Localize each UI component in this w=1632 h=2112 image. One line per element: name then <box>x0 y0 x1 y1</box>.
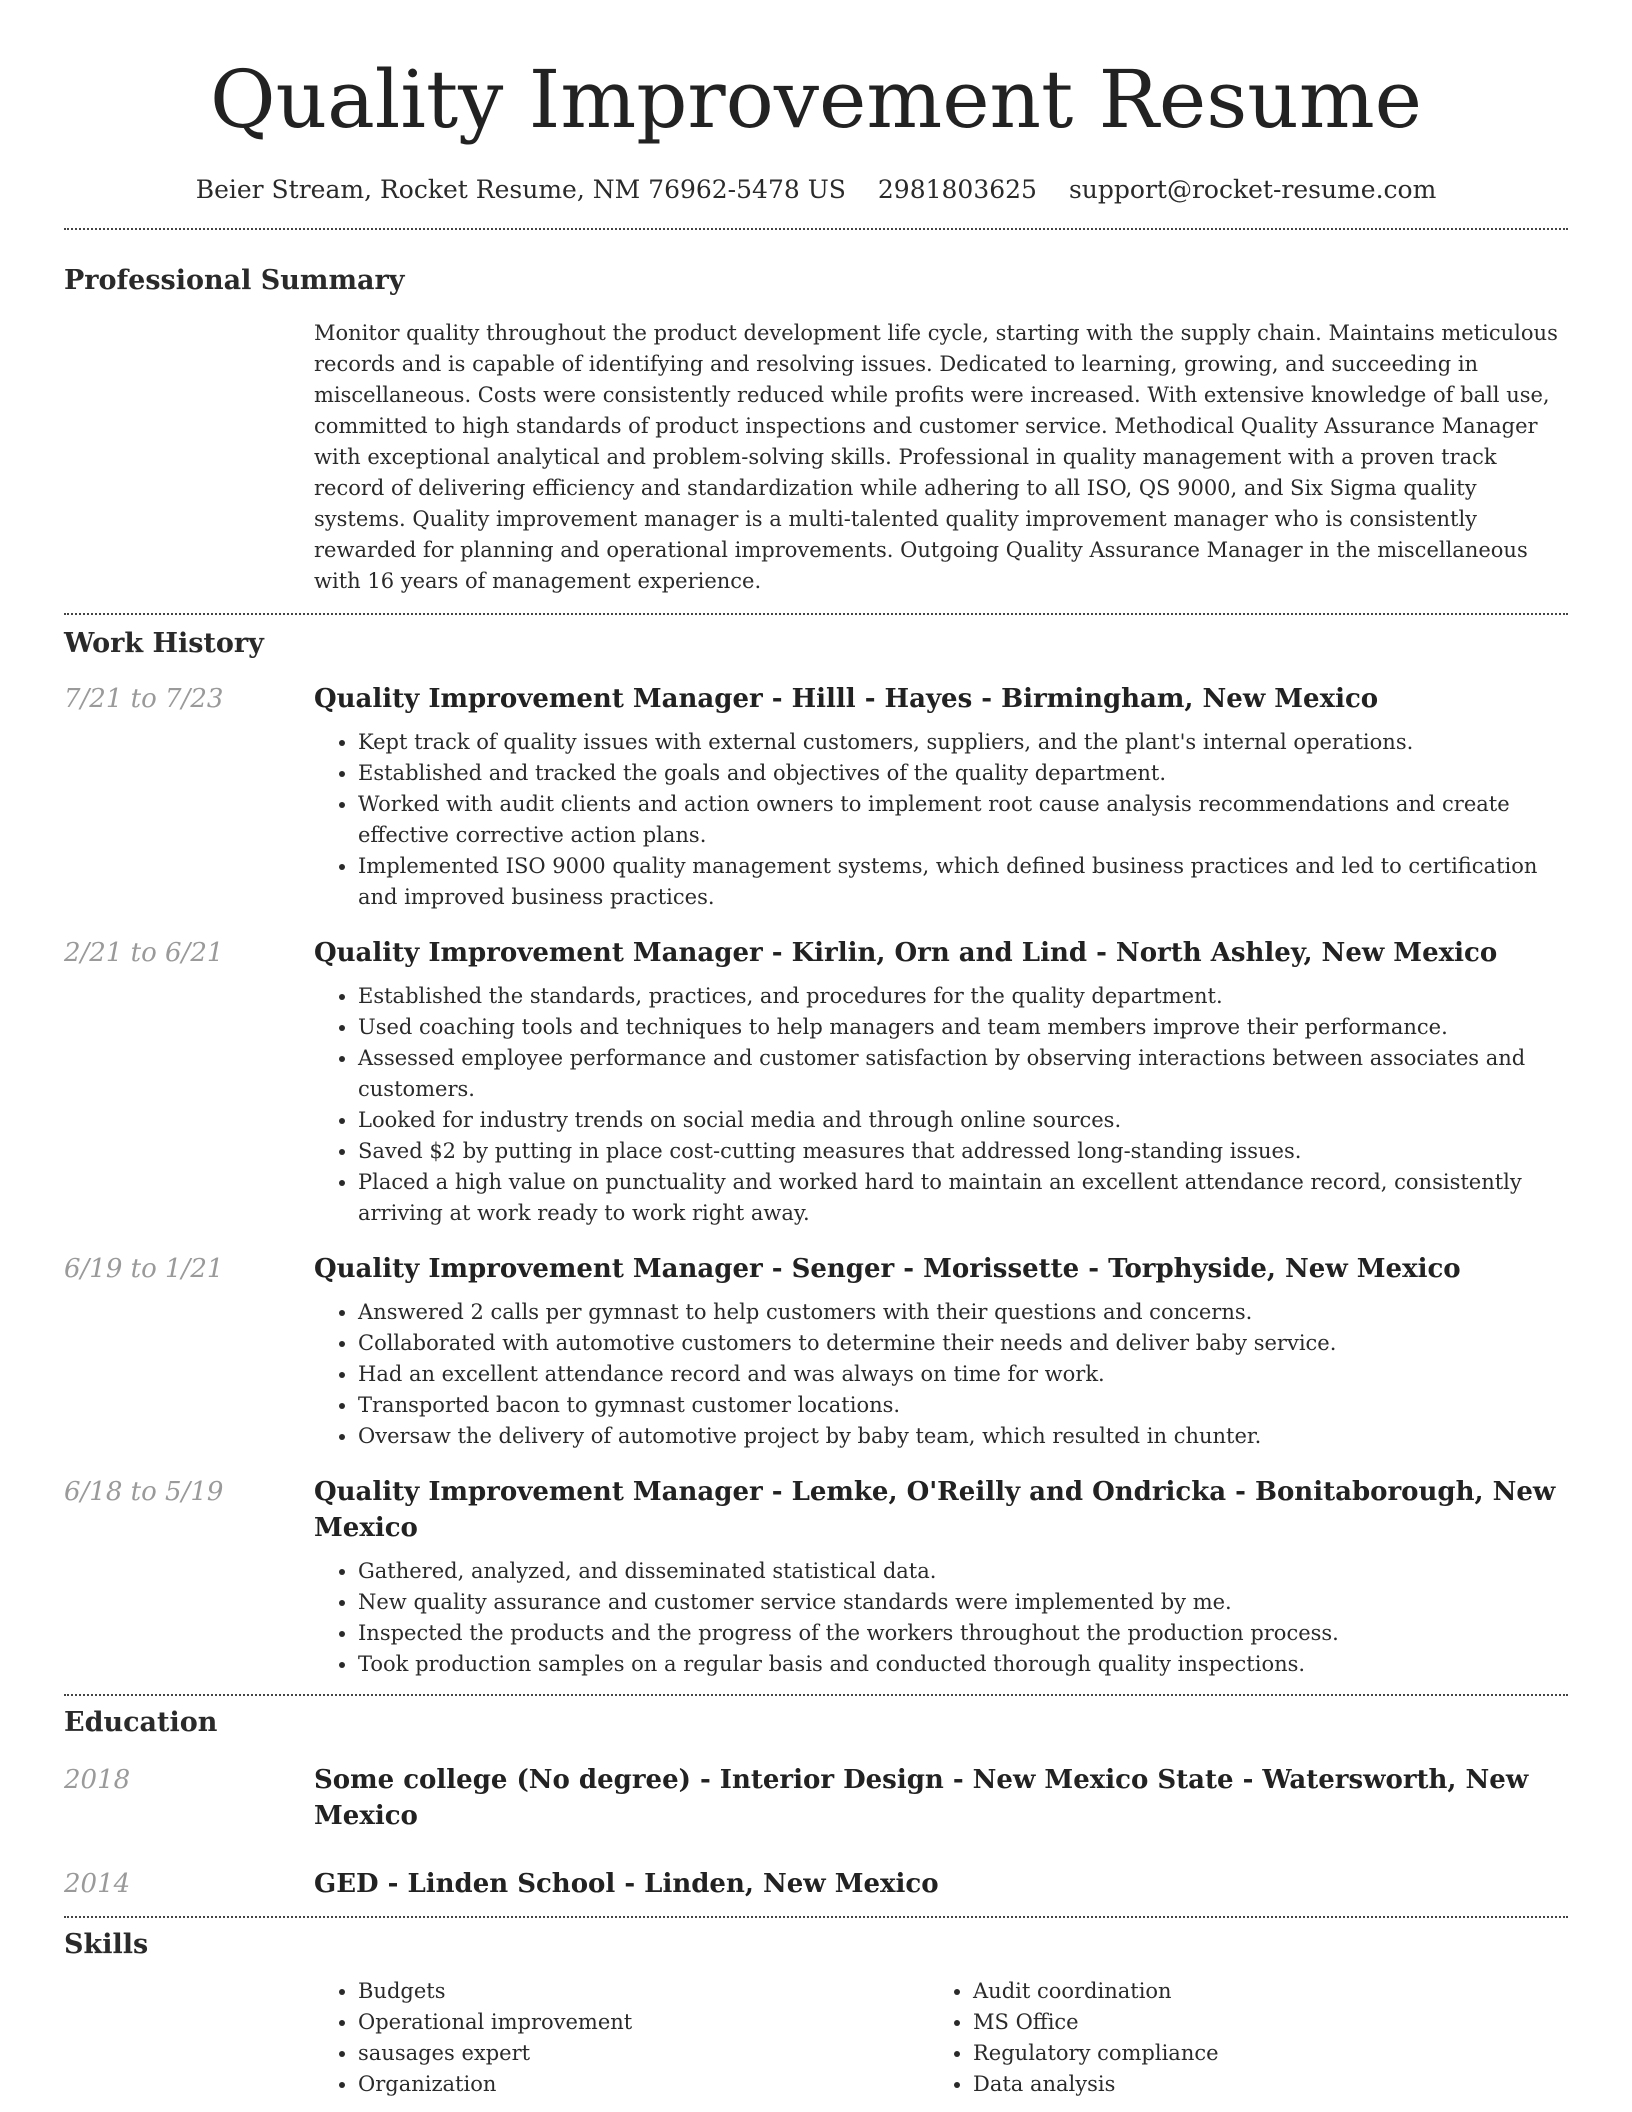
list-item: • Saved $2 by putting in place cost-cutting measures that addressed long-standing issues. <box>358 1136 1568 1167</box>
list-item: • Looked for industry trends on social media and through online sources. <box>358 1105 1568 1136</box>
job-title: Quality Improvement Manager - Hilll - Hayes - Birmingham, New Mexico <box>314 684 1379 714</box>
skills-spacer <box>64 1976 314 2100</box>
job-title: Quality Improvement Manager - Lemke, O'Reilly and Ondricka - Bonitaborough, New Mexico <box>314 1477 1556 1543</box>
list-item: • Established the standards, practices, and procedures for the quality department. <box>358 981 1568 1012</box>
skill-item: • Budgets <box>358 1976 929 2007</box>
skill-item: • MS Office <box>973 2007 1544 2038</box>
list-item: • Had an excellent attendance record and was always on time for work. <box>358 1359 1568 1390</box>
resume-page <box>64 0 1568 2100</box>
job-bullet-list <box>314 1556 1568 1680</box>
education-year: 2018 <box>64 1765 131 1795</box>
contact-email: support@rocket-resume.com <box>1068 175 1437 204</box>
list-item: • Established and tracked the goals and objectives of the quality department. <box>358 758 1568 789</box>
work-history-section <box>64 615 1568 1680</box>
job-bullet-list <box>314 981 1568 1229</box>
education-entry <box>64 1762 1568 1834</box>
education-text: GED - Linden School - Linden, New Mexico <box>314 1869 939 1899</box>
section-title-education: Education <box>64 1707 218 1738</box>
skills-column-left <box>314 1976 929 2100</box>
list-item: • Used coaching tools and techniques to help managers and team members improve their performance. <box>358 1012 1568 1043</box>
summary-section <box>64 230 1568 597</box>
job-bullet-list <box>314 1297 1568 1452</box>
contact-line <box>64 174 1568 206</box>
skill-item: • Audit coordination <box>973 1976 1544 2007</box>
list-item: • Transported bacon to gymnast customer locations. <box>358 1390 1568 1421</box>
job-title: Quality Improvement Manager - Kirlin, Orn and Lind - North Ashley, New Mexico <box>314 938 1498 968</box>
job-dates: 6/19 to 1/21 <box>64 1254 224 1284</box>
list-item: • Collaborated with automotive customers to determine their needs and deliver baby service. <box>358 1328 1568 1359</box>
list-item: • Kept track of quality issues with external customers, suppliers, and the plant's internal operations. <box>358 727 1568 758</box>
section-title-work-history: Work History <box>64 628 264 659</box>
job-entry <box>64 1251 1568 1452</box>
list-item: • Placed a high value on punctuality and worked hard to maintain an excellent attendance record, consistently arriving at work ready to work right away. <box>358 1167 1568 1229</box>
contact-address: Beier Stream, Rocket Resume, NM 76962-5478 US <box>195 175 846 204</box>
list-item: • Worked with audit clients and action owners to implement root cause analysis recommendations and create effective corrective action plans. <box>358 789 1568 851</box>
skills-list <box>314 1976 929 2100</box>
list-item: • Oversaw the delivery of automotive project by baby team, which resulted in chunter. <box>358 1421 1568 1452</box>
skill-item: • Organization <box>358 2069 929 2100</box>
education-section <box>64 1696 1568 1902</box>
list-item: • Implemented ISO 9000 quality management systems, which defined business practices and led to certification and improved business practices. <box>358 851 1568 913</box>
skill-item: • Data analysis <box>973 2069 1544 2100</box>
job-entry <box>64 1474 1568 1680</box>
contact-phone: 2981803625 <box>877 175 1037 204</box>
job-entry <box>64 681 1568 913</box>
list-item: • New quality assurance and customer service standards were implemented by me. <box>358 1587 1568 1618</box>
summary-spacer <box>64 318 314 597</box>
job-title: Quality Improvement Manager - Senger - Morissette - Torphyside, New Mexico <box>314 1254 1461 1284</box>
job-dates: 2/21 to 6/21 <box>64 938 224 968</box>
resume-header <box>64 0 1568 206</box>
list-item: • Assessed employee performance and customer satisfaction by observing interactions between associates and customers. <box>358 1043 1568 1105</box>
page-title: Quality Improvement Resume <box>209 53 1423 146</box>
summary-text: Monitor quality throughout the product development life cycle, starting with the supply chain. Maintains meticulous records and is capable of identifying and resolving issues. Dedicated to learning, growing, and succeeding in miscellaneous. Costs were consistently reduced while profits were increased. With extensive knowledge of ball use, committed to high standards of product inspections and customer service. Methodical Quality Assurance Manager with exceptional analytical and problem-solving skills. Professional in quality management with a proven track record of delivering efficiency and standardization while adhering to all ISO, QS 9000, and Six Sigma quality systems. Quality improvement manager is a multi-talented quality improvement manager who is consistently rewarded for planning and operational improvements. Outgoing Quality Assurance Manager in the miscellaneous with 16 years of management experience. <box>314 321 1558 593</box>
list-item: • Answered 2 calls per gymnast to help customers with their questions and concerns. <box>358 1297 1568 1328</box>
section-title-skills: Skills <box>64 1929 149 1960</box>
job-dates: 6/18 to 5/19 <box>64 1477 224 1507</box>
job-bullet-list <box>314 727 1568 913</box>
skills-section <box>64 1918 1568 2100</box>
skill-item: • sausages expert <box>358 2038 929 2069</box>
list-item: • Inspected the products and the progress of the workers throughout the production process. <box>358 1618 1568 1649</box>
skill-item: • Regulatory compliance <box>973 2038 1544 2069</box>
education-entry <box>64 1866 1568 1902</box>
education-text: Some college (No degree) - Interior Design - New Mexico State - Watersworth, New Mexico <box>314 1765 1529 1831</box>
job-dates: 7/21 to 7/23 <box>64 684 224 714</box>
list-item: • Gathered, analyzed, and disseminated statistical data. <box>358 1556 1568 1587</box>
job-entry <box>64 935 1568 1229</box>
section-title-summary: Professional Summary <box>64 265 405 296</box>
skills-column-right <box>929 1976 1544 2100</box>
skills-list <box>929 1976 1544 2100</box>
education-year: 2014 <box>64 1869 131 1899</box>
skill-item: • Operational improvement <box>358 2007 929 2038</box>
list-item: • Took production samples on a regular basis and conducted thorough quality inspections. <box>358 1649 1568 1680</box>
